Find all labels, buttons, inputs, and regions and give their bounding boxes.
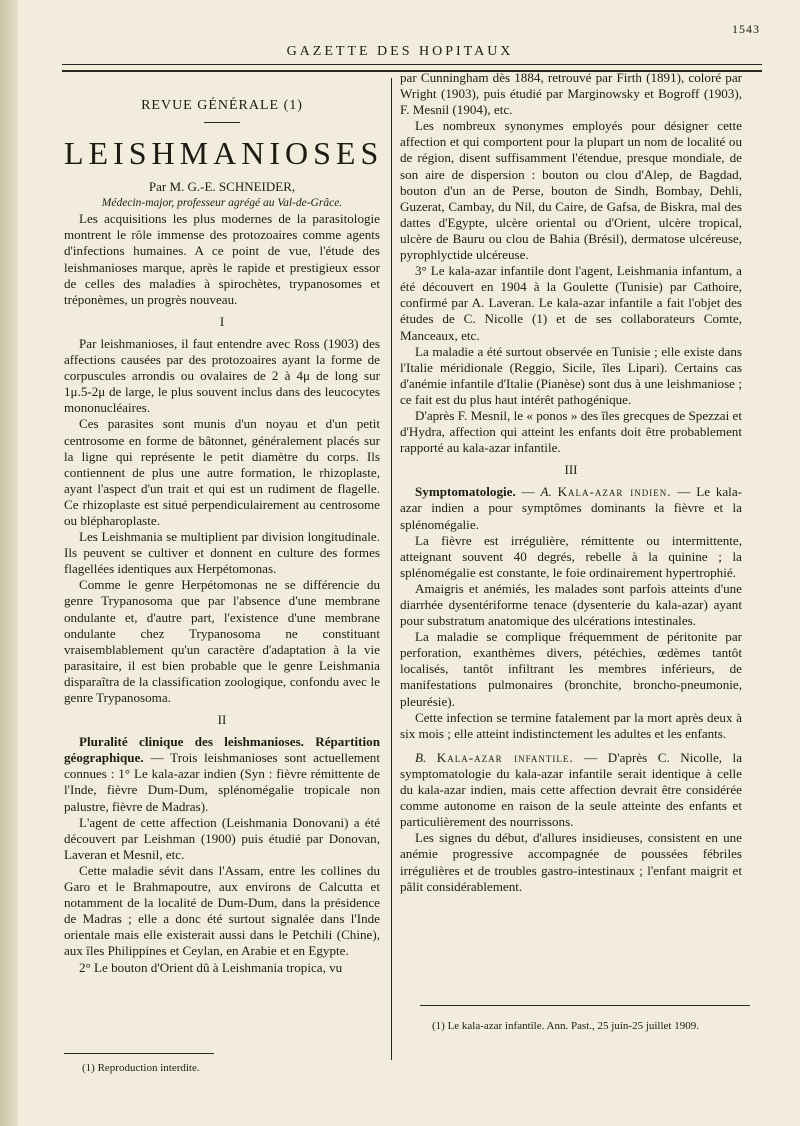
subsection-heading: Symptomatologie. bbox=[415, 484, 516, 500]
section-label: REVUE GÉNÉRALE (1) bbox=[141, 98, 303, 113]
paragraph: Amaigris et anémiés, les malades sont parfois atteints d'une diarrhée dysentériforme tenace (dysenterie du kala-azar) ayant pour substratum anatomique des ulcérations intestinales. bbox=[400, 580, 742, 629]
intro-paragraph: Les acquisitions les plus modernes de la parasitologie montrent le rôle immense des protozoaires comme agents d'infections humaines. A ce point de vue, l'étude des leishmanioses marque, après le rapide et prestigieux essor de celles des maladies à spirochètes, trypanosomes et tréponèmes, un progrès nouveau. bbox=[64, 211, 380, 307]
left-column bbox=[64, 90, 384, 976]
part-heading-i: I bbox=[219, 313, 225, 329]
affiliation: Médecin-major, professeur agrégé au Val-de-Grâce. bbox=[101, 197, 343, 210]
page-binding-edge bbox=[0, 0, 18, 1126]
subsection-letter: A. bbox=[540, 484, 552, 500]
footnote-rule bbox=[420, 1005, 750, 1006]
paragraph: 3° Le kala-azar infantile dont l'agent, Leishmania infantum, a été découvert en 1904 à la Goulette (Tunisie) par Cathoire, confirmé par A. Laveran. Le kala-azar infantile a fait l'objet des études de C. Nicolle (1) et de ses collaborateurs Comte, Manceaux, etc. bbox=[400, 263, 742, 343]
paragraph: Par leishmanioses, il faut entendre avec Ross (1903) des affections causées par des protozoaires ayant la forme de corpuscules arrondis ou ovalaires de 2 à 4μ de long sur 1μ.5-2μ de large, le plus souvent inclus dans des leucocytes mononucléaires. bbox=[64, 335, 380, 416]
byline: Par M. G.-E. SCHNEIDER, bbox=[148, 179, 296, 195]
paragraph: Les Leishmania se multiplient par division longitudinale. Ils peuvent se cultiver et donnent en culture des formes flagellées identiques aux Herpétomonas. bbox=[64, 529, 380, 577]
article-title: LEISHMANIOSES bbox=[64, 135, 384, 172]
paragraph-text: — D'après C. Nicolle, la symptomatologie du kala-azar infantile serait identique à celle du kala-azar indien, mais cette affection devrait être considérée comme autonome en raison de la seule atteinte des enfants et particulièrement des nourrissons. bbox=[400, 749, 743, 830]
part-heading-iii: III bbox=[564, 462, 578, 478]
footnote-rule bbox=[64, 1053, 214, 1054]
paragraph bbox=[64, 734, 380, 814]
paragraph bbox=[400, 750, 742, 830]
column-divider bbox=[391, 78, 392, 1060]
right-column bbox=[400, 70, 742, 895]
paragraph: par Cunningham dès 1884, retrouvé par Firth (1891), coloré par Wright (1903), puis étudié par Marginowsky et Bogroff (1903), F. Mesnil (1904), etc. bbox=[400, 70, 742, 118]
subsection-name: Kala-azar indien. bbox=[557, 484, 672, 500]
paragraph: Cette infection se termine fatalement par la mort après deux à six mois ; elle atteint indistinctement les adultes et les enfants. bbox=[400, 709, 742, 741]
paragraph: 2° Le bouton d'Orient dû à Leishmania tropica, vu bbox=[79, 959, 343, 975]
paragraph: L'agent de cette affection (Leishmania Donovani) a été découvert par Leishman (1900) puis étudié par Donovan, Laveran et Mesnil, etc. bbox=[64, 814, 380, 862]
page-number: 1543 bbox=[732, 22, 760, 36]
running-head: GAZETTE DES HOPITAUX bbox=[286, 44, 514, 59]
subsection-heading: Pluralité clinique des leishmanioses. Répartition géographique. bbox=[64, 734, 380, 766]
part-heading-ii: II bbox=[217, 712, 227, 728]
paragraph: La fièvre est irrégulière, rémittente ou intermittente, atteignant souvent 40 degrés, rebelle à la quinine ; la splénomégalie est constante, le foie ordinairement hypertrophié. bbox=[400, 532, 742, 580]
footnote: (1) Le kala-azar infantile. Ann. Past., 25 juin-25 juillet 1909. bbox=[432, 1020, 699, 1032]
paragraph-text: — Le kala-azar indien a pour symptômes dominants la fièvre et la splénomégalie. bbox=[400, 484, 742, 532]
paragraph: Symptomatologie. — A. Kala-azar indien. — Le kala-azar indien a pour symptômes dominants la fièvre et la splénomégalie. bbox=[400, 484, 742, 532]
paragraph-text: — Trois leishmanioses sont actuellement connues : 1° Le kala-azar indien (Syn : fièvre rémittente de l'Inde, fièvre Dum-Dum, splénomégalie tropicale non palustre, fièvre de Madras). bbox=[64, 750, 380, 814]
subsection-name: Kala-azar infantile. bbox=[436, 749, 574, 765]
paragraph: Les nombreux synonymes employés pour désigner cette affection et qui comportent pour la plupart un nom de localité ou de région, disent suffisamment l'étendue, presque mondiale, de son aire de dispersion : bouton ou clou d'Alep, de Bagdad, bouton d'un an de Perse, bouton de Sindh, Bombay, Dehli, Guzerat, Cambay, du Nil, du Caire, de Gafsa, de Biskra, mal des dattes d'Egypte, ulcère oriental ou d'Orient, ulcère tropical, ulcère de Bauru ou clou de Bahia (Brésil), dermatose ulcéreuse, pyrophlyctide ulcéreuse. bbox=[400, 118, 742, 263]
paragraph: La maladie a été surtout observée en Tunisie ; elle existe dans l'Italie méridionale (Reggio, Sicile, îles Lipari). Certains cas d'anémie infantile d'Italie (Pianèse) sont dus à une leishmaniose ; ce fait est du plus haut intérêt pathogénique. bbox=[400, 343, 742, 407]
subsection-letter: B. bbox=[415, 749, 427, 765]
footnote: (1) Reproduction interdite. bbox=[82, 1062, 200, 1074]
paragraph: La maladie se complique fréquemment de péritonite par perforation, exanthèmes divers, pétéchies, œdèmes tantôt localisés, tantôt infiltrant les membres inférieurs, de manifestations pulmonaires (bronchite, broncho-pneumonie, pleurésie). bbox=[400, 629, 742, 709]
short-rule bbox=[204, 122, 240, 123]
paragraph: Cette maladie sévit dans l'Assam, entre les collines du Garo et le Brahmapoutre, aux environs de Calcutta et notamment de la localité de Dum-Dum, dans la présidence de Madras ; elle a donc été surtout signalée dans l'Inde orientale mais elle existerait aussi dans le Petchili (Chine), aux îles Philippines et Ceylan, en Arabie et en Egypte. bbox=[64, 862, 380, 959]
paragraph: Ces parasites sont munis d'un noyau et d'un petit centrosome en forme de bâtonnet, généralement placés sur la ligne qui représente le petit diamètre du corps. Ils contiennent de plus une autre formation, le rhizoplaste, ayant l'aspect d'un trait et qui est un rudiment de flagelle. Ce rhizoplaste est situé perpendiculairement au centrosome ou blépharoplaste. bbox=[64, 416, 380, 528]
header-rule bbox=[62, 64, 762, 65]
paragraph: Les signes du début, d'allures insidieuses, consistent en une anémie progressive accompagnée de poussées fébriles irrégulières et de troubles gastro-intestinaux ; l'enfant maigrit et pâlit considérablement. bbox=[400, 830, 742, 894]
paragraph: D'après F. Mesnil, le « ponos » des îles grecques de Spezzai et d'Hydra, affection qui atteint les enfants doit être probablement rapporté au kala-azar infantile. bbox=[400, 407, 742, 456]
paragraph: Comme le genre Herpétomonas ne se différencie du genre Trypanosoma que par l'absence d'une membrane ondulante et, d'autre part, l'existence d'une membrane ondulante chez Trypanosoma ne constituant vraisemblablement qu'un caractère d'adaptation à la vie parasitaire, il est bien probable que le genre Leishmania disparaîtra de la classification zoologique, confondu avec le genre Trypanosoma. bbox=[64, 577, 380, 705]
